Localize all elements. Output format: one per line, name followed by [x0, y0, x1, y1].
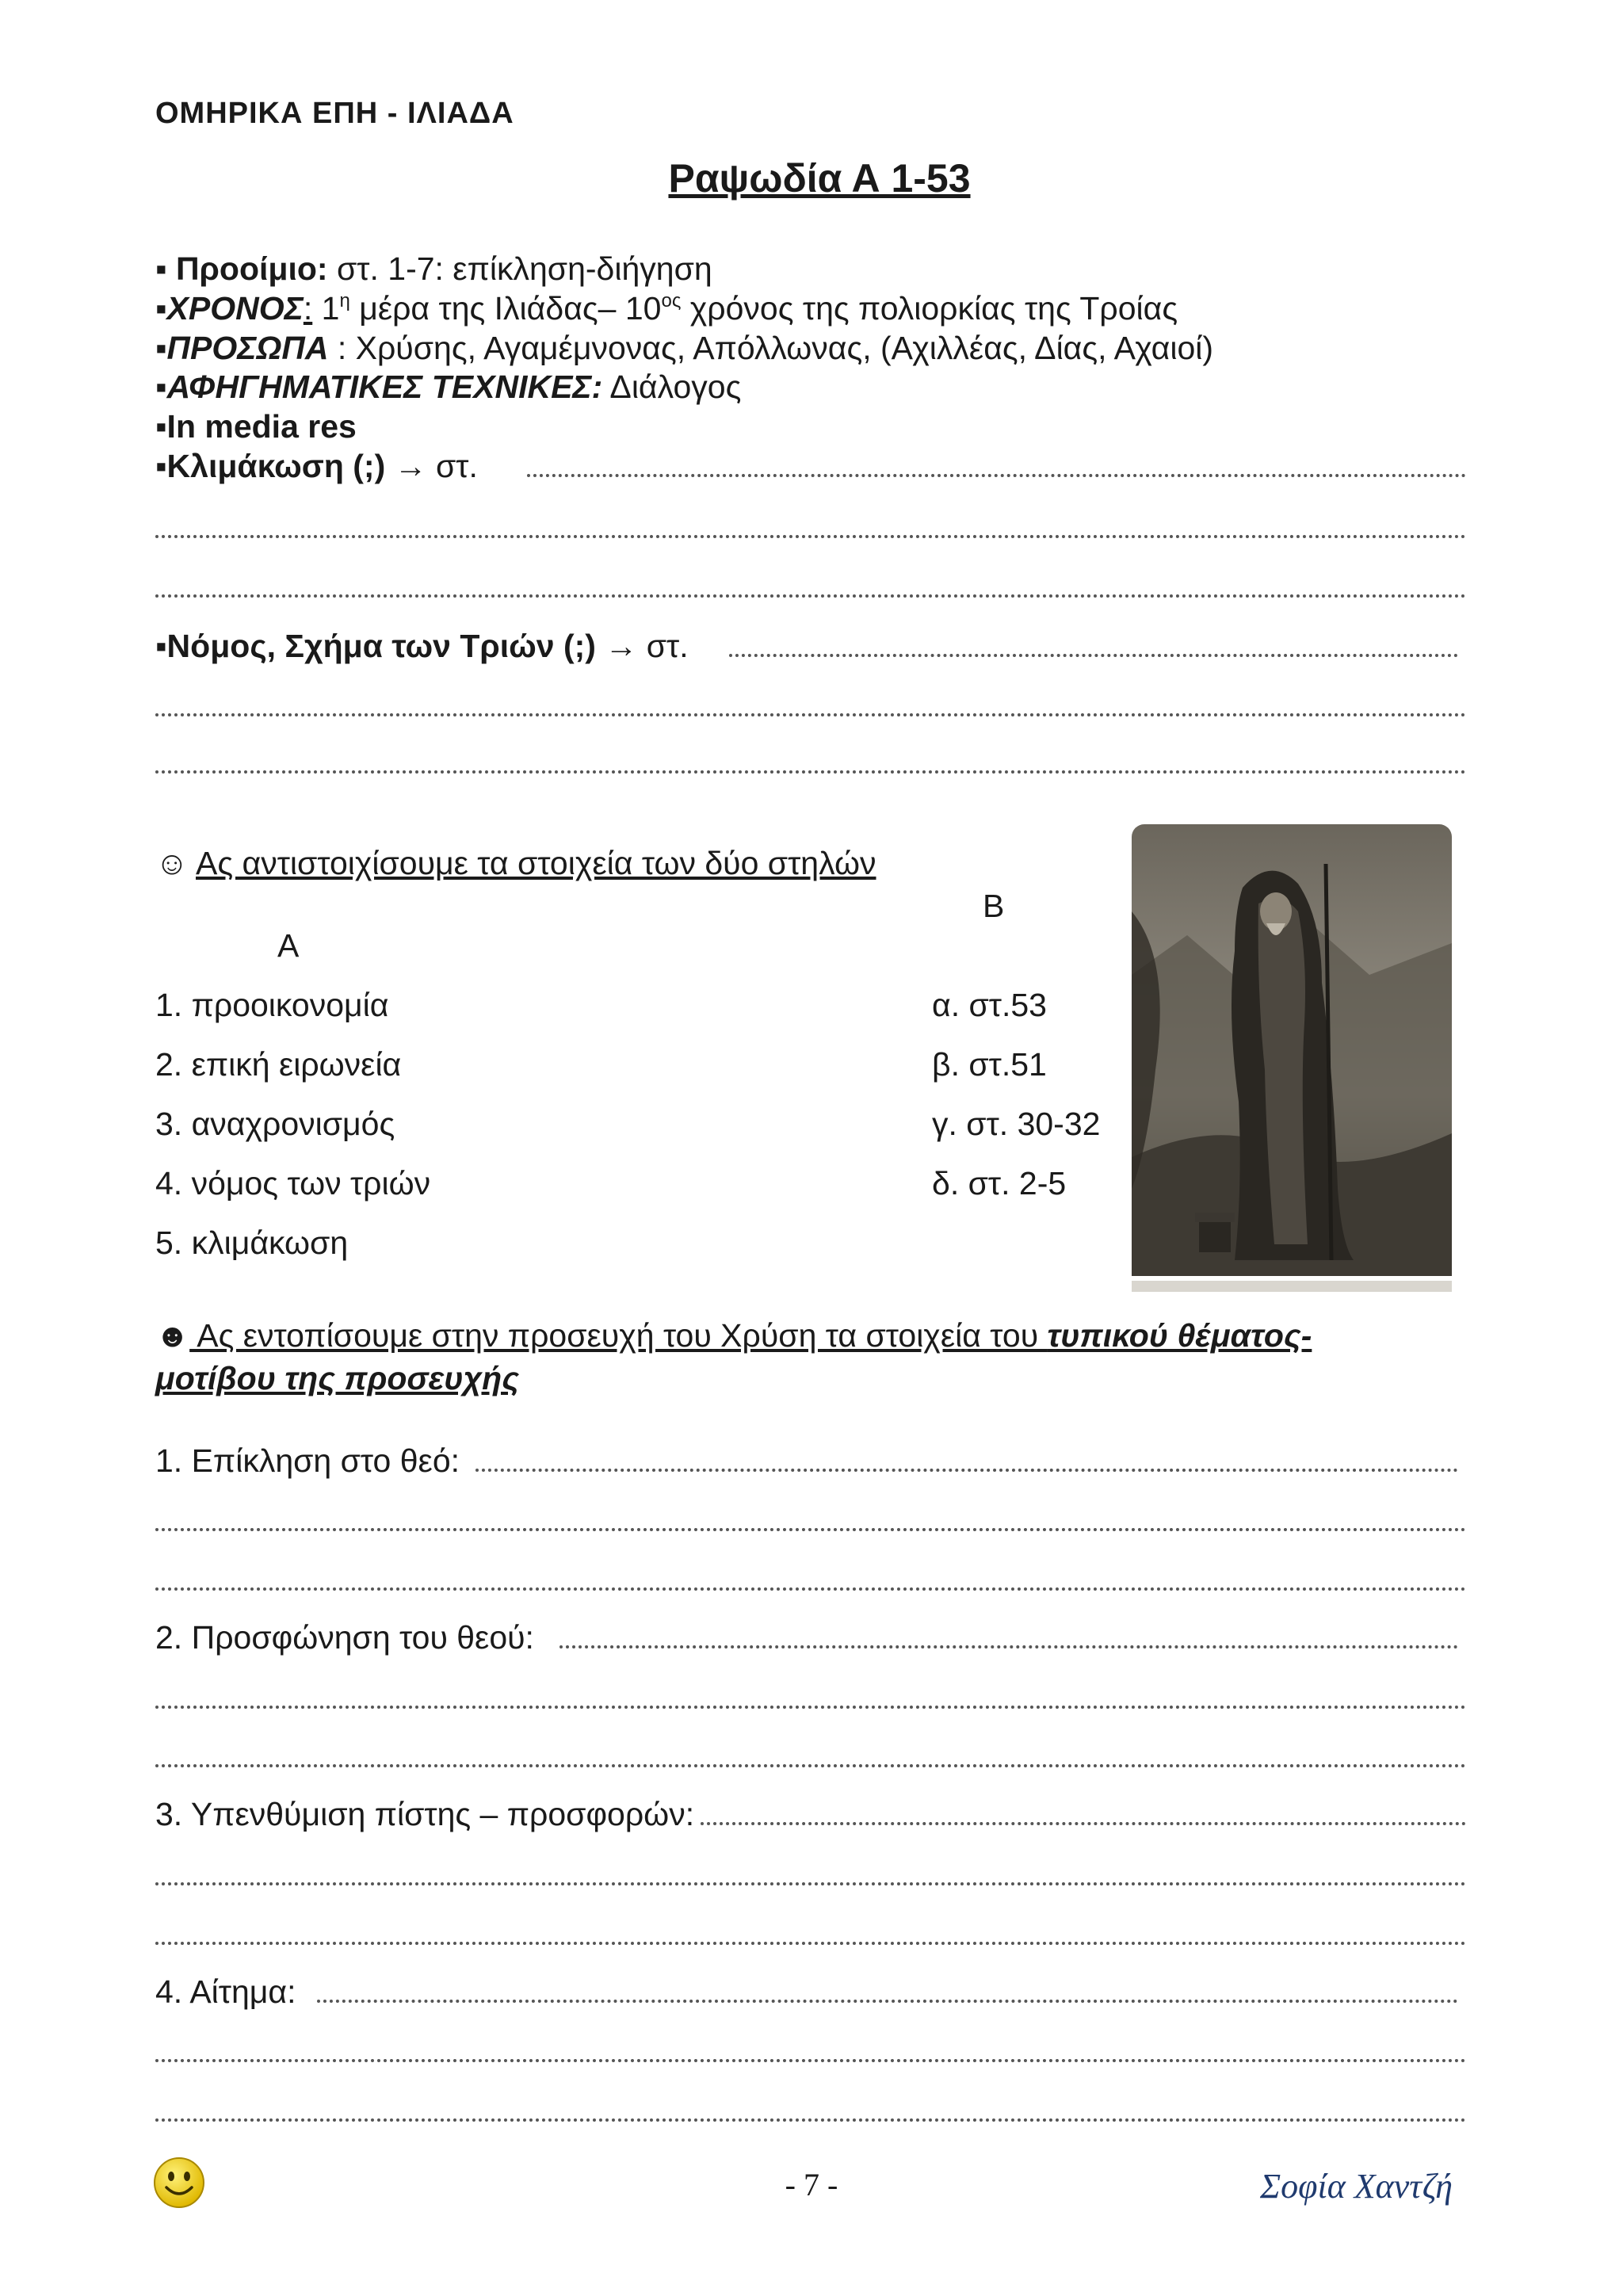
bullet: ▪	[155, 448, 167, 484]
answer-line[interactable]	[155, 1706, 1466, 1709]
prooimio-label: Προοίμιο:	[175, 250, 328, 287]
prayer-heading-bold: τυπικού θέματος-	[1047, 1317, 1312, 1354]
prayer-heading	[155, 1317, 1312, 1354]
info-xronos	[155, 290, 1178, 327]
xronos-num: 1	[312, 290, 340, 327]
answer-line[interactable]	[155, 2118, 1466, 2122]
answer-line[interactable]	[475, 1469, 1458, 1472]
answer-line[interactable]	[559, 1645, 1458, 1648]
column-b-item: δ. στ. 2-5	[932, 1165, 1067, 1201]
answer-line[interactable]	[317, 2000, 1458, 2003]
matching-heading	[155, 845, 876, 882]
xronos-label: ΧΡΟΝΟΣ	[166, 290, 304, 327]
texnikes-text: Διάλογος	[602, 369, 742, 405]
texnikes-label: ΑΦΗΓΗΜΑΤΙΚΕΣ ΤΕΧΝΙΚΕΣ:	[166, 369, 603, 405]
answer-line[interactable]	[155, 770, 1466, 774]
info-prooimio	[155, 250, 712, 288]
column-a-item: 3. αναχρονισμός	[155, 1106, 395, 1142]
xronos-sup: η	[339, 290, 350, 311]
prosopa-label: ΠΡΟΣΩΠΑ	[166, 330, 329, 366]
page-title: Ραψωδία Α 1-53	[668, 156, 971, 201]
info-nomos	[155, 628, 689, 665]
xronos-text: μέρα της Ιλιάδας– 10	[349, 290, 662, 327]
smiley-icon: ☺	[155, 845, 189, 881]
answer-line[interactable]	[155, 594, 1466, 598]
page-number: - 7 -	[785, 2167, 838, 2202]
author-name: Σοφία Χαντζή	[1260, 2167, 1453, 2206]
nomos-label: Νόμος, Σχήμα των Τριών (;)	[166, 628, 596, 664]
answer-line[interactable]	[155, 713, 1466, 716]
answer-line[interactable]	[701, 1822, 1466, 1825]
answer-line[interactable]	[527, 474, 1466, 477]
info-media-res	[155, 408, 357, 445]
answer-line[interactable]	[155, 535, 1466, 538]
prayer-item: 3. Υπενθύμιση πίστης – προσφορών:	[155, 1796, 695, 1832]
bullet: ▪	[155, 628, 167, 664]
column-a-item: 4. νόμος των τριών	[155, 1165, 431, 1201]
prosopa-text: : Χρύσης, Αγαμέμνονας, Απόλλωνας, (Αχιλλέας, Δίας, Αχαιοί)	[328, 330, 1214, 366]
document-header: ΟΜΗΡΙΚΑ ΕΠΗ - ΙΛΙΑΔΑ	[155, 97, 514, 130]
column-b-item: γ. στ. 30-32	[932, 1106, 1101, 1142]
column-b-item: α. στ.53	[932, 987, 1047, 1023]
media-res-text: In media res	[166, 408, 357, 445]
column-b-item: β. στ.51	[932, 1046, 1047, 1083]
column-a-header: Α	[277, 927, 300, 964]
answer-line[interactable]	[155, 1528, 1466, 1531]
bullet: ▪	[155, 250, 167, 287]
bullet: ▪	[155, 369, 167, 405]
bullet: ▪	[155, 330, 167, 366]
bullet: ▪	[155, 408, 167, 445]
prayer-heading-bold-cont: μοτίβου της προσευχής	[155, 1360, 520, 1396]
answer-line[interactable]	[155, 1587, 1466, 1591]
prayer-item: 1. Επίκληση στο θεό:	[155, 1442, 460, 1479]
answer-line[interactable]	[155, 1882, 1466, 1885]
answer-line[interactable]	[729, 654, 1458, 657]
black-smiley-icon: ☻	[155, 1317, 190, 1354]
klimakosi-text: → στ.	[385, 448, 478, 484]
klimakosi-label: Κλιμάκωση (;)	[166, 448, 386, 484]
prooimio-text: στ. 1-7: επίκληση-διήγηση	[327, 250, 712, 287]
prayer-item: 2. Προσφώνηση του θεού:	[155, 1619, 534, 1656]
answer-line[interactable]	[155, 1942, 1466, 1945]
info-prosopa	[155, 330, 1213, 367]
nomos-text: → στ.	[595, 628, 689, 664]
answer-line[interactable]	[155, 1764, 1466, 1767]
chryses-engraving-image	[1124, 816, 1460, 1297]
xronos-colon: :	[303, 290, 313, 327]
column-a-item: 1. προοικονομία	[155, 987, 389, 1023]
answer-line[interactable]	[155, 2059, 1466, 2062]
prayer-heading-text: Ας εντοπίσουμε στην προσευχή του Χρύση τα στοιχεία του	[189, 1317, 1048, 1354]
bullet: ▪	[155, 290, 167, 327]
xronos-text2: χρόνος της πολιορκίας της Τροίας	[681, 290, 1178, 327]
info-klimakosi	[155, 448, 478, 485]
prayer-item: 4. Αίτημα:	[155, 1973, 296, 2010]
xronos-sup2: ος	[661, 290, 682, 311]
column-a-item: 5. κλιμάκωση	[155, 1224, 349, 1261]
info-texnikes	[155, 369, 741, 406]
column-a-item: 2. επική ειρωνεία	[155, 1046, 402, 1083]
matching-heading-text: Ας αντιστοιχίσουμε τα στοιχεία των δύο στηλών	[196, 845, 876, 881]
column-b-header: Β	[983, 888, 1005, 924]
